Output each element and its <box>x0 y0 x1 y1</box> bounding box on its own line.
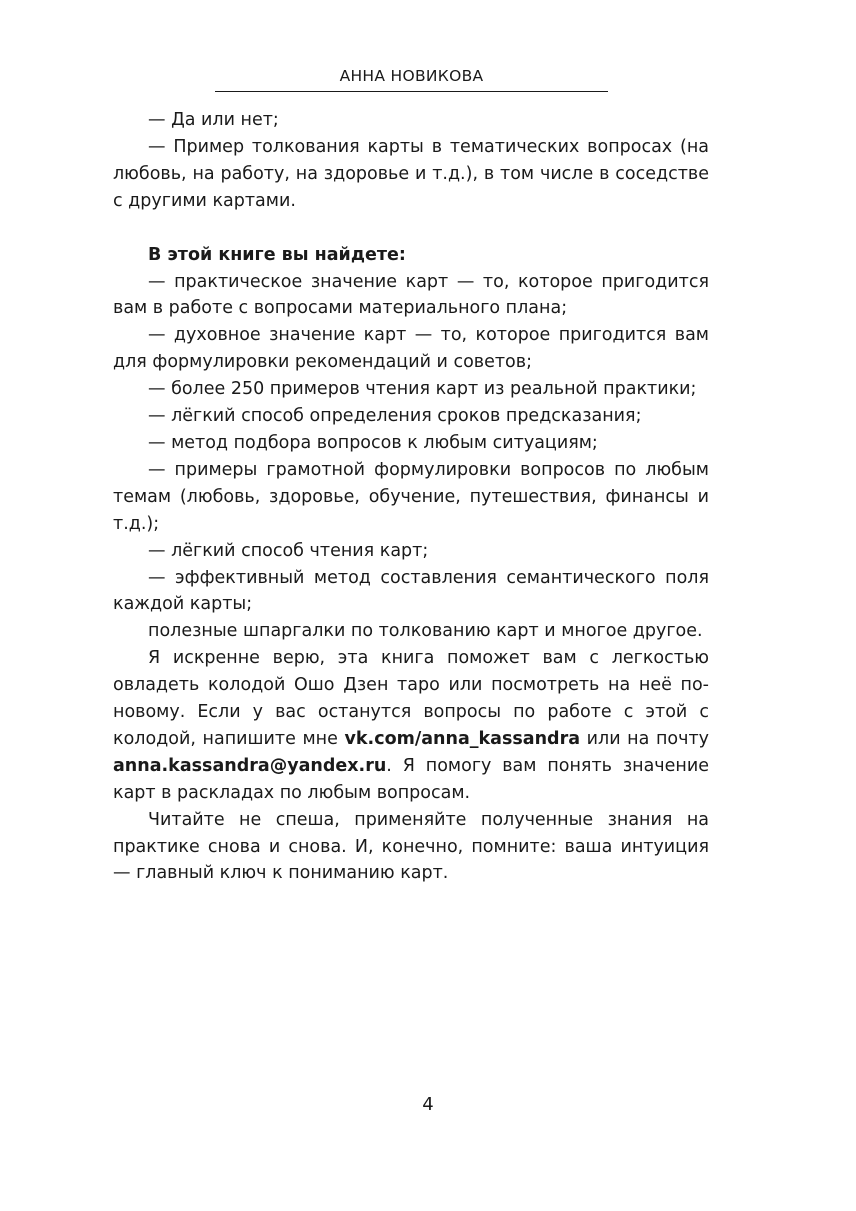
closing-paragraph-final: Читайте не спеша, применяйте полученные знания на практике снова и снова. И, конечно, помните: ваша интуиция — главный ключ к пониманию карт. <box>113 809 709 884</box>
closing-text-start: Я искренне верю, эта книга поможет вам с легкостью овладеть колодой Ошо Дзен таро или посмотреть на неё по-новому. Если у вас останутся вопросы по работе с этой с колодой, напишите мне <box>113 648 709 749</box>
list-item: — примеры грамотной формулировки вопросов по любым темам (любовь, здоровье, обучение, путешествия, финансы и т.д.); <box>113 459 709 534</box>
list-item: — эффективный метод составления семантического поля каждой карты; <box>113 567 709 615</box>
paragraph-spacer <box>113 215 709 242</box>
page-body <box>113 107 709 887</box>
closing-text-end: . Я помогу вам понять значение карт в раскладах по любым вопросам. <box>113 755 709 803</box>
author-name: АННА НОВИКОВА <box>339 67 484 85</box>
list-item: полезные шпаргалки по толкованию карт и многое другое. <box>148 621 703 642</box>
email-link[interactable]: anna.kassandra@yandex.ru <box>113 755 387 776</box>
header-rule <box>215 91 608 92</box>
page-number: 4 <box>422 1094 434 1115</box>
list-item: — духовное значение карт — то, которое пригодится вам для формулировки рекомендаций и советов; <box>113 325 709 373</box>
section-heading: В этой книге вы найдете: <box>148 244 406 265</box>
list-item: — лёгкий способ чтения карт; <box>148 540 429 561</box>
closing-paragraph-contacts <box>113 645 709 806</box>
vk-link[interactable]: vk.com/anna_kassandra <box>344 728 581 749</box>
list-item: — лёгкий способ определения сроков предсказания; <box>148 406 642 427</box>
list-item: — более 250 примеров чтения карт из реальной практики; <box>148 379 697 400</box>
intro-item-yes-no: — Да или нет; <box>148 110 279 130</box>
running-header <box>215 66 608 92</box>
closing-text-middle: или на почту <box>580 728 709 749</box>
list-item: — метод подбора вопросов к любым ситуациям; <box>148 432 598 453</box>
intro-item-example: — Пример толкования карты в тематических вопросах (на любовь, на работу, на здоровье и т.д.), в том числе в соседстве с другими картами. <box>113 136 709 211</box>
list-item: — практическое значение карт — то, которое пригодится вам в работе с вопросами материального плана; <box>113 271 709 319</box>
